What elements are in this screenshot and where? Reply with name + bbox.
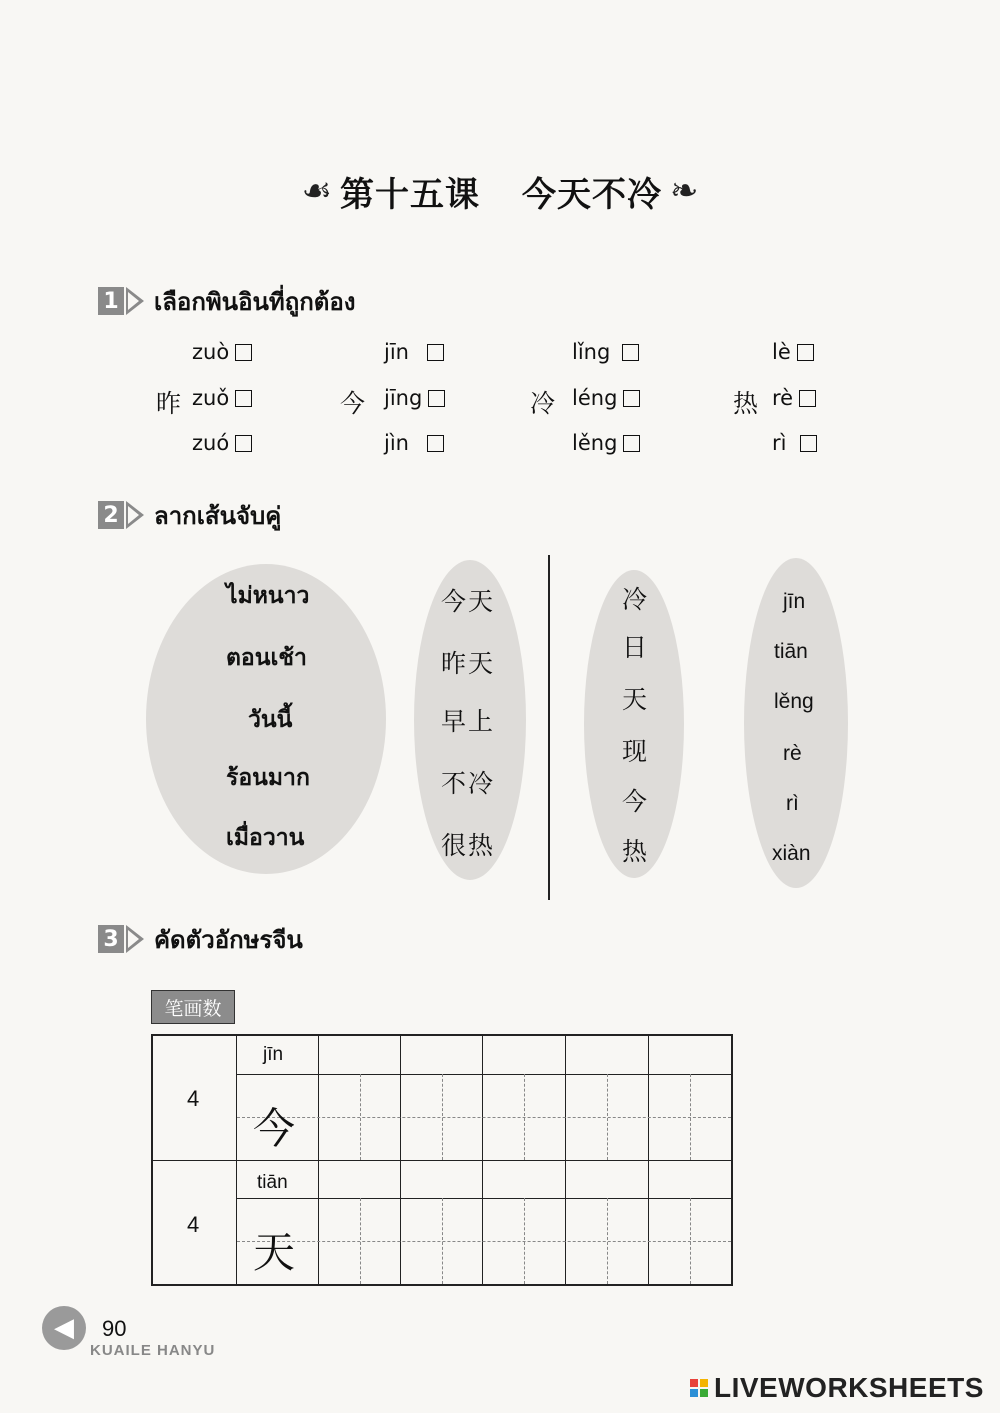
section2-number: 2 [98, 501, 124, 529]
option-le4 [772, 340, 814, 364]
stroke-count: 4 [187, 1086, 200, 1111]
option-pinyin: lǐng [572, 340, 611, 364]
option-pinyin: léng [572, 386, 618, 410]
question-char-zuo: 昨 [156, 389, 182, 418]
guide-line [690, 1198, 691, 1284]
ornament-left-icon: ☙ [301, 171, 332, 211]
match-chinese-word[interactable]: 早上 [441, 707, 496, 736]
match-pinyin[interactable]: rì [786, 792, 799, 815]
match-char[interactable]: 现 [622, 737, 650, 766]
question-char-re: 热 [733, 389, 759, 418]
checkbox[interactable] [800, 435, 817, 452]
match-thai-item[interactable]: เมื่อวาน [226, 824, 305, 850]
option-zuo2 [192, 431, 252, 455]
option-jing1 [384, 386, 445, 410]
book-brand: KUAILE HANYU [90, 1342, 216, 1359]
divider-line [548, 555, 550, 900]
row-pinyin: jīn [263, 1044, 284, 1065]
match-pinyin[interactable]: tiān [774, 640, 808, 663]
checkbox[interactable] [623, 390, 640, 407]
section1-header [98, 282, 356, 320]
checkbox[interactable] [623, 435, 640, 452]
section2-header [98, 496, 281, 534]
option-zuo4 [192, 340, 252, 364]
lesson-title [180, 166, 820, 216]
guide-line [442, 1198, 443, 1284]
section2-title: ลากเส้นจับคู่ [154, 502, 282, 530]
section1-title: เลือกพินอินที่ถูกต้อง [154, 288, 356, 316]
stroke-count: 4 [187, 1212, 200, 1237]
guide-line [360, 1074, 361, 1160]
stroke-count-label: 笔画数 [151, 990, 235, 1024]
checkbox[interactable] [235, 435, 252, 452]
match-chinese-word[interactable]: 昨天 [441, 649, 496, 678]
lesson-number: 第十五课 [339, 174, 480, 215]
checkbox[interactable] [799, 390, 816, 407]
checkbox[interactable] [427, 435, 444, 452]
model-char: 天 [253, 1228, 296, 1277]
pinyin-line [237, 1198, 731, 1199]
option-leng3 [572, 431, 640, 455]
match-chinese-word[interactable]: 今天 [441, 587, 496, 616]
option-pinyin: zuǒ [192, 386, 230, 410]
match-thai-item[interactable]: วันนี้ [248, 706, 293, 732]
page-number: 90 [102, 1316, 127, 1341]
match-thai-item[interactable]: ไม่หนาว [226, 582, 310, 608]
checkbox[interactable] [235, 390, 252, 407]
guide-line [360, 1198, 361, 1284]
row-divider [153, 1160, 731, 1161]
liveworksheets-watermark [690, 1372, 984, 1404]
option-jin1 [384, 340, 444, 364]
option-re4 [772, 386, 816, 410]
checkbox[interactable] [235, 344, 252, 361]
section3-header [98, 920, 303, 958]
match-pinyin[interactable]: rè [783, 742, 802, 765]
section3-number: 3 [98, 925, 124, 953]
option-pinyin: lè [772, 340, 791, 364]
match-thai-item[interactable]: ร้อนมาก [226, 764, 310, 790]
option-zuo3 [192, 386, 252, 410]
option-ling3 [572, 340, 639, 364]
lesson-topic: 今天不冷 [521, 174, 662, 215]
question-char-leng: 冷 [530, 389, 556, 418]
guide-line [690, 1074, 691, 1160]
option-pinyin: jìn [384, 431, 409, 455]
writing-grid [151, 1034, 733, 1286]
option-pinyin: rì [772, 431, 787, 455]
match-pinyin[interactable]: jīn [783, 590, 806, 613]
match-char[interactable]: 今 [622, 787, 650, 816]
guide-line [237, 1241, 731, 1242]
option-pinyin: jīn [384, 340, 409, 364]
match-pinyin[interactable]: lěng [774, 690, 814, 713]
guide-line [237, 1117, 731, 1118]
match-char[interactable]: 冷 [622, 585, 650, 614]
match-thai-item[interactable]: ตอนเช้า [226, 644, 307, 670]
match-chinese-word[interactable]: 很热 [441, 831, 496, 860]
row-pinyin: tiān [257, 1172, 288, 1193]
match-char[interactable]: 热 [622, 837, 650, 866]
match-char[interactable]: 日 [622, 633, 650, 662]
guide-line [442, 1074, 443, 1160]
option-pinyin: zuó [192, 431, 230, 455]
checkbox[interactable] [427, 344, 444, 361]
book-logo-icon: ◀ [42, 1306, 86, 1350]
option-pinyin: jīng [384, 386, 423, 410]
guide-line [607, 1074, 608, 1160]
match-char[interactable]: 天 [622, 685, 650, 714]
option-leng2 [572, 386, 640, 410]
option-pinyin: zuò [192, 340, 230, 364]
checkbox[interactable] [797, 344, 814, 361]
arrow-icon [126, 501, 144, 529]
option-ri4 [772, 431, 817, 455]
model-char: 今 [253, 1104, 296, 1153]
guide-line [607, 1198, 608, 1284]
option-pinyin: lěng [572, 431, 618, 455]
guide-line [524, 1074, 525, 1160]
liveworksheets-logo-icon [690, 1379, 708, 1397]
match-chinese-word[interactable]: 不冷 [441, 769, 496, 798]
option-pinyin: rè [772, 386, 794, 410]
option-jin4 [384, 431, 444, 455]
pinyin-line [237, 1074, 731, 1075]
section3-title: คัดตัวอักษรจีน [154, 926, 303, 954]
section1-number: 1 [98, 287, 124, 315]
checkbox[interactable] [428, 390, 445, 407]
arrow-icon [126, 287, 144, 315]
ornament-right-icon: ❧ [669, 171, 699, 211]
watermark-text: LIVEWORKSHEETS [714, 1372, 984, 1403]
checkbox[interactable] [622, 344, 639, 361]
arrow-icon [126, 925, 144, 953]
guide-line [524, 1198, 525, 1284]
question-char-jin: 今 [340, 389, 366, 418]
match-pinyin[interactable]: xiàn [772, 842, 811, 865]
